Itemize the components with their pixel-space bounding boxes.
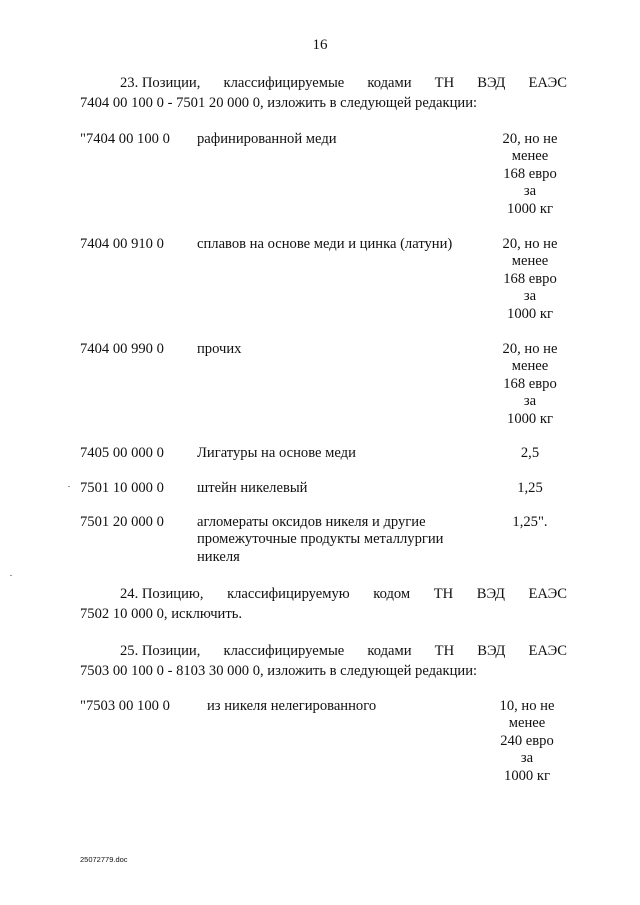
paragraph-23-word: классифицируемые bbox=[223, 75, 345, 91]
paragraph-23-word: ТН bbox=[434, 75, 455, 91]
footer-filename: 25072779.doc bbox=[80, 855, 128, 864]
paragraph-24-word: ЕАЭС bbox=[528, 586, 567, 602]
paragraph-25-word: классифицируемые bbox=[223, 643, 345, 659]
paragraph-25-word: ВЭД bbox=[477, 643, 506, 659]
row-rate: 1,25 bbox=[517, 480, 543, 496]
row-description: прочих bbox=[197, 341, 242, 357]
paragraph-25-word: ТН bbox=[434, 643, 455, 659]
scan-mark bbox=[10, 575, 12, 576]
row-description: агломераты оксидов никеля и другие промежуточные продукты металлургии никеля bbox=[197, 514, 444, 565]
paragraph-23-word: кодами bbox=[367, 75, 412, 91]
paragraph-25 bbox=[80, 641, 567, 681]
paragraph-25-second-line: 7503 00 100 0 - 8103 30 000 0, изложить в следующей редакции: bbox=[80, 663, 478, 679]
row-code: "7503 00 100 0 bbox=[80, 698, 170, 714]
row-code: "7404 00 100 0 bbox=[80, 131, 170, 147]
row-code: 7404 00 990 0 bbox=[80, 341, 164, 357]
paragraph-25-word: ЕАЭС bbox=[528, 643, 567, 659]
paragraph-24-second-line: 7502 10 000 0, исключить. bbox=[80, 606, 243, 622]
row-rate: 20, но не менее 168 евро за 1000 кг bbox=[502, 341, 558, 427]
row-description: Лигатуры на основе меди bbox=[197, 445, 356, 461]
row-code: 7501 20 000 0 bbox=[80, 514, 164, 530]
paragraph-25-first-line bbox=[80, 641, 567, 661]
paragraph-24-word: ВЭД bbox=[476, 586, 505, 602]
row-description: сплавов на основе меди и цинка (латуни) bbox=[197, 236, 453, 252]
row-rate: 20, но не менее 168 евро за 1000 кг bbox=[502, 236, 558, 322]
row-rate: 20, но не менее 168 евро за 1000 кг bbox=[502, 131, 558, 217]
row-description: штейн никелевый bbox=[197, 480, 308, 496]
paragraph-24-word: классифицируемую bbox=[227, 586, 350, 602]
paragraph-25-word: 25. Позиции, bbox=[120, 643, 201, 659]
paragraph-23-word: 23. Позиции, bbox=[120, 75, 201, 91]
row-code: 7404 00 910 0 bbox=[80, 236, 164, 252]
paragraph-24-word: ТН bbox=[433, 586, 454, 602]
row-code: 7405 00 000 0 bbox=[80, 445, 164, 461]
paragraph-24-word: кодом bbox=[373, 586, 411, 602]
paragraph-23-second-line: 7404 00 100 0 - 7501 20 000 0, изложить в следующей редакции: bbox=[80, 95, 478, 111]
row-rate: 1,25". bbox=[512, 514, 548, 530]
row-rate: 10, но не менее 240 евро за 1000 кг bbox=[499, 698, 555, 784]
paragraph-23-word: ВЭД bbox=[477, 75, 506, 91]
row-code: 7501 10 000 0 bbox=[80, 480, 164, 496]
row-rate: 2,5 bbox=[520, 445, 540, 461]
page-number: 16 bbox=[312, 37, 328, 53]
row-description: из никеля нелегированного bbox=[207, 698, 377, 714]
paragraph-24 bbox=[80, 584, 567, 624]
paragraph-23 bbox=[80, 73, 567, 113]
scan-mark bbox=[68, 486, 70, 487]
row-description: рафинированной меди bbox=[197, 131, 337, 147]
paragraph-23-word: ЕАЭС bbox=[528, 75, 567, 91]
paragraph-23-first-line bbox=[80, 73, 567, 93]
paragraph-25-word: кодами bbox=[367, 643, 412, 659]
paragraph-24-first-line bbox=[80, 584, 567, 604]
paragraph-24-word: 24. Позицию, bbox=[120, 586, 204, 602]
